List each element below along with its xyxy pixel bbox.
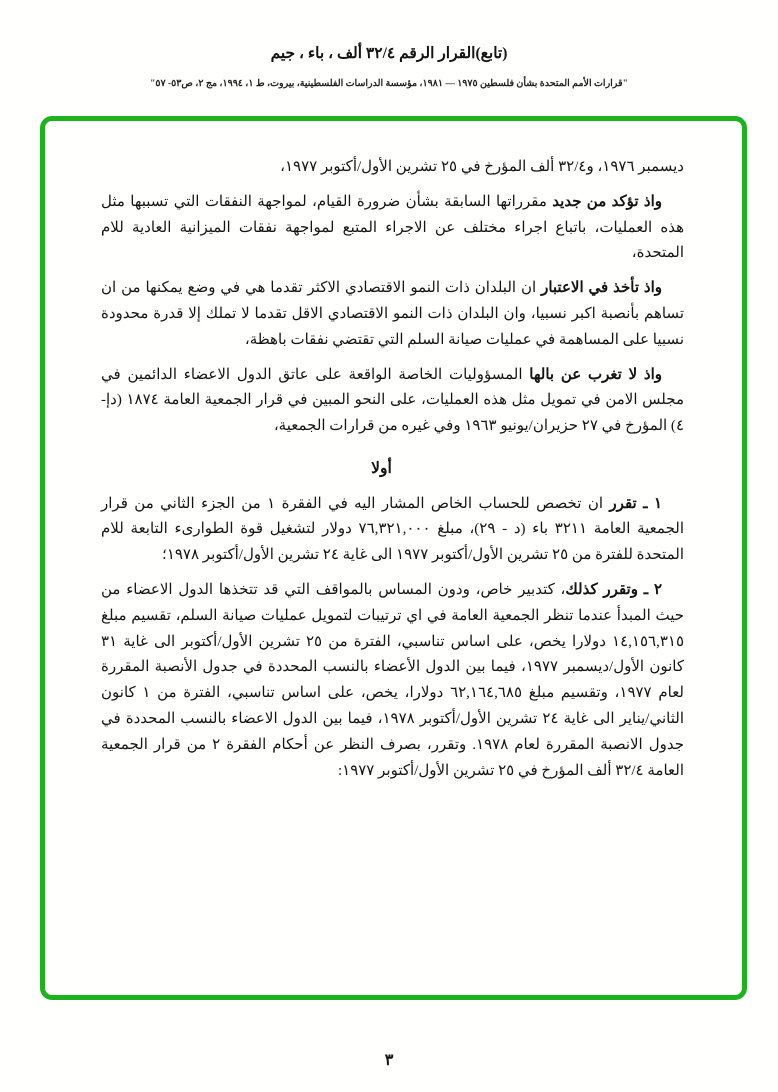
document-header <box>0 44 778 89</box>
paragraph-lead: واذ تأخذ في الاعتبار <box>541 280 662 297</box>
paragraph-preamble <box>101 276 684 353</box>
paragraph-preamble <box>101 190 684 267</box>
paragraph-text: ان تخصص للحساب الخاص المشار اليه في الفقرة ١ من الجزء الثاني من قرار الجمعية العامة ٣٢١١ باء (د - ٢٩)، مبلغ ٧٦,٣٢١,٠٠٠ دولار لتشغيل قوة الطوارىء التابعة للام المتحدة للفترة من ٢٥ تشرين الأول/أكتوبر ١٩٧٧ الى غاية ٢٤ تشرين الأول/أكتوبر ١٩٧٨؛ <box>101 495 684 564</box>
paragraph-text: ان البلدان ذات النمو الاقتصادي الاكثر تقدما هي في وضع يمكنها من ان تساهم بأنصبة اكبر نسبيا، وان البلدان ذات النمو الاقتصادي الاقل تقدما لا تملك إلا قدرة محدودة نسبيا على المساهمة في عمليات صيانة السلم التي تقتضي نفقات باهظة، <box>101 280 684 348</box>
paragraph-continuation <box>101 155 684 181</box>
content-frame <box>40 116 747 1000</box>
paragraph-lead: واذ لا تغرب عن بالها <box>529 366 662 383</box>
paragraph-text: ديسمبر ١٩٧٦، و٣٢/٤ ألف المؤرخ في ٢٥ تشرين الأول/أكتوبر ١٩٧٧، <box>280 159 684 175</box>
paragraph-lead: واذ تؤكد من جديد <box>552 193 662 210</box>
section-heading: أولا <box>371 459 392 477</box>
paragraph-text: مقرراتها السابقة بشأن ضرورة القيام، لمواجهة النفقات التي تسببها مثل هذه العمليات، باتباع اجراء مختلف عن الاجراء المتبع لمواجهة نفقات الميزانية العادية للام المتحدة، <box>101 193 684 262</box>
document-text <box>45 121 742 784</box>
source-citation: "قرارات الأمم المتحدة بشأن فلسطين ١٩٧٥ — ١٩٨١، مؤسسة الدراسات الفلسطينية، بيروت، ط ١، ١٩٩٤، مج ٢، ص٥٣- ٥٧" <box>150 79 628 89</box>
paragraph-operative <box>101 578 684 784</box>
paragraph-preamble <box>101 363 684 440</box>
page-number: ٣ <box>384 1052 394 1069</box>
paragraph-lead: ١ ـ تقرر <box>609 495 662 512</box>
document-title: (تابع)القرار الرقم ٣٢/٤ ألف ، باء ، جيم <box>270 45 508 62</box>
paragraph-lead: ٢ ـ وتقرر كذلك <box>565 582 662 599</box>
paragraph-operative <box>101 492 684 569</box>
paragraph-text: المسؤوليات الخاصة الواقعة على عاتق الدول الاعضاء الدائمين في مجلس الامن في تمويل مثل هذه العمليات، على النحو المبين في قرار الجمعية العامة ١٨٧٤ (دإ- ٤) المؤرخ في ٢٧ حزيران/يونيو ١٩٦٣ وفي غيره من قرارات الجمعية، <box>101 366 684 435</box>
paragraph-text: ، كتدبير خاص، ودون المساس بالمواقف التي قد تتخذها الدول الاعضاء من حيث المبدأ عندما تنظر الجمعية العامة في اي ترتيبات لتمويل عمليات صيانة السلم، تقسيم مبلغ ١٤,١٥٦,٣١٥ دولارا يخص، على اساس تناسبي، الفترة من ٢٥ تشرين الأول/أكتوبر الى غاية ٣١ كانون الأول/ديسمبر ١٩٧٧، فيما بين الدول الأعضاء بالنسب المحددة في جدول الأنصبة المقررة لعام ١٩٧٧، وتقسيم مبلغ ٦٢,١٦٤,٦٨٥ دولارا، يخص، على اساس تناسبي، الفترة من ١ كانون الثاني/يناير الى غاية ٢٤ تشرين الأول/أكتوبر ١٩٧٨، فيما بين الدول الاعضاء بالنسب المحددة في جدول الانصبة المقررة لعام ١٩٧٨. وتقرر، بصرف النظر عن أحكام الفقرة ٢ من قرار الجمعية العامة ٣٢/٤ ألف المؤرخ في ٢٥ تشرين الأول/أكتوبر ١٩٧٧: <box>101 582 684 779</box>
